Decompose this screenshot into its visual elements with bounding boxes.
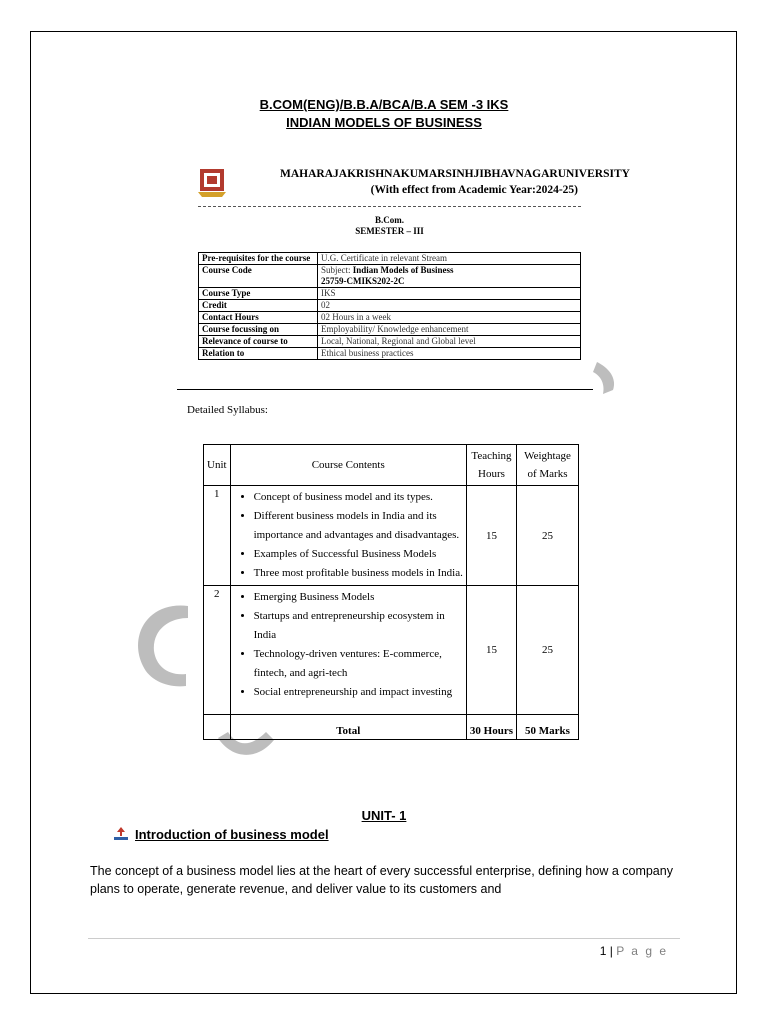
header-hours: Teaching Hours xyxy=(466,445,516,486)
info-label: Relevance of course to xyxy=(199,336,318,348)
table-row xyxy=(199,312,581,324)
header-marks: Weightage of Marks xyxy=(517,445,579,486)
intro-heading xyxy=(113,827,329,842)
list-item: • Concept of business model and its types. xyxy=(254,488,463,507)
weightage-marks: 25 xyxy=(517,586,579,715)
list-item: • Three most profitable business models in India. xyxy=(254,564,463,583)
page-footer xyxy=(600,944,668,958)
weightage-marks: 25 xyxy=(517,486,579,586)
watermark-c-shape-icon xyxy=(128,596,198,691)
info-value: 02 xyxy=(318,300,581,312)
info-label: Credit xyxy=(199,300,318,312)
intro-paragraph: The concept of a business model lies at the heart of every successful enterprise, defining how a company plans to operate, generate revenue, and deliver value to its customers and xyxy=(90,864,673,896)
table-row xyxy=(199,253,581,265)
list-item: • Social entrepreneurship and impact investing xyxy=(254,683,463,702)
table-row xyxy=(199,336,581,348)
header-unit: Unit xyxy=(204,445,231,486)
dotted-divider xyxy=(198,206,581,207)
watermark-tick-shape-icon xyxy=(591,360,617,396)
university-name: MAHARAJAKRISHNAKUMARSINHJIBHAVNAGARUNIVERSITY xyxy=(280,168,630,180)
course-contents xyxy=(230,586,466,715)
table-row xyxy=(204,486,579,586)
content-list xyxy=(234,488,463,583)
table-total-row xyxy=(204,715,579,740)
teaching-hours: 15 xyxy=(466,586,516,715)
unit-number: 1 xyxy=(204,486,231,586)
info-value: Ethical business practices xyxy=(318,348,581,360)
list-item: • Emerging Business Models xyxy=(254,588,463,607)
page-number: 1 xyxy=(599,944,607,958)
total-marks: 50 Marks xyxy=(517,715,579,740)
unit-heading: UNIT- 1 xyxy=(361,808,407,823)
semester-label: SEMESTER – III xyxy=(355,226,424,236)
document-title-line1: B.COM(ENG)/B.B.A/BCA/B.A SEM -3 IKS xyxy=(259,97,509,112)
subject-name: Indian Models of Business xyxy=(352,265,454,275)
subject-prefix: Subject: xyxy=(321,265,353,275)
table-row xyxy=(199,348,581,360)
unit-number: 2 xyxy=(204,586,231,715)
info-value: 02 Hours in a week xyxy=(318,312,581,324)
footer-divider xyxy=(88,938,680,939)
table-row xyxy=(204,586,579,715)
course-info-table xyxy=(198,252,581,360)
info-value: IKS xyxy=(318,288,581,300)
page-separator: | xyxy=(606,944,617,958)
university-logo-icon xyxy=(198,166,226,198)
info-label: Contact Hours xyxy=(199,312,318,324)
program-label: B.Com. xyxy=(375,215,404,225)
syllabus-table xyxy=(203,444,579,740)
effect-year: (With effect from Academic Year:2024-25) xyxy=(370,184,578,196)
total-hours: 30 Hours xyxy=(466,715,516,740)
total-empty-cell xyxy=(204,715,231,740)
embed-divider xyxy=(177,389,593,390)
arrow-bullet-icon xyxy=(113,827,129,841)
content-list xyxy=(234,588,463,702)
info-label: Course focussing on xyxy=(199,324,318,336)
intro-heading-text: Introduction of business model xyxy=(135,827,329,842)
table-row xyxy=(199,324,581,336)
list-item: • Different business models in India and its importance and advantages and disadvantages. xyxy=(254,507,463,545)
table-row xyxy=(199,265,581,288)
info-label: Pre-requisites for the course xyxy=(199,253,318,265)
page-label: P a g e xyxy=(616,944,668,958)
info-label: Course Code xyxy=(199,265,318,288)
list-item: • Technology-driven ventures: E-commerce, fintech, and agri-tech xyxy=(254,645,463,683)
info-value: Local, National, Regional and Global level xyxy=(318,336,581,348)
syllabus-heading: Detailed Syllabus: xyxy=(187,404,268,416)
list-item: • Examples of Successful Business Models xyxy=(254,545,463,564)
table-header-row xyxy=(204,445,579,486)
course-code: 25759-CMIKS202-2C xyxy=(321,276,405,286)
info-label: Course Type xyxy=(199,288,318,300)
teaching-hours: 15 xyxy=(466,486,516,586)
info-value: Employability/ Knowledge enhancement xyxy=(318,324,581,336)
info-value: U.G. Certificate in relevant Stream xyxy=(318,253,581,265)
info-value-course-code xyxy=(318,265,581,288)
table-row xyxy=(199,288,581,300)
table-row xyxy=(199,300,581,312)
document-title-line2: INDIAN MODELS OF BUSINESS xyxy=(286,115,482,130)
list-item: • Startups and entrepreneurship ecosystem in India xyxy=(254,607,463,645)
header-contents: Course Contents xyxy=(230,445,466,486)
info-label: Relation to xyxy=(199,348,318,360)
total-label: Total xyxy=(230,715,466,740)
course-contents xyxy=(230,486,466,586)
